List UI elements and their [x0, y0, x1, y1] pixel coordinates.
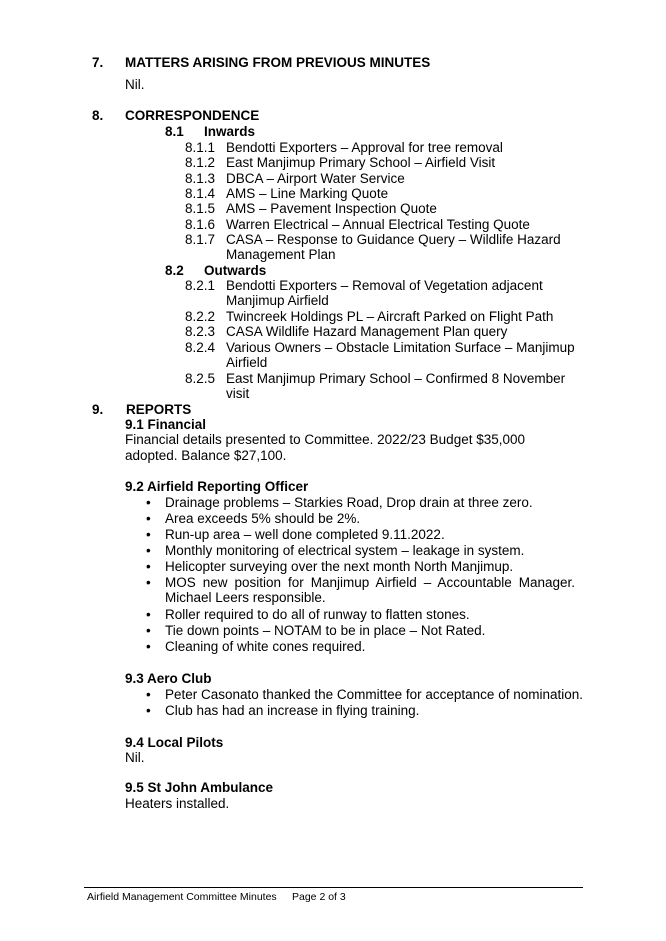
financial-heading: 9.1 Financial: [125, 417, 207, 432]
airfield-officer-heading: 9.2 Airfield Reporting Officer: [125, 479, 309, 494]
bullet-icon: •: [146, 607, 151, 622]
outwards-item-number: 8.2.1: [185, 278, 216, 293]
footer-page-number: Page 2 of 3: [292, 891, 346, 903]
bullet-icon: •: [146, 623, 151, 638]
bullet-icon: •: [146, 527, 151, 542]
inwards-item-number: 8.1.6: [185, 217, 216, 232]
outwards-number: 8.2: [165, 263, 184, 278]
inwards-item-text-continued: Management Plan: [226, 247, 336, 262]
bullet-icon: •: [146, 639, 151, 654]
inwards-item-text: Bendotti Exporters – Approval for tree removal: [226, 140, 503, 155]
bullet-icon: •: [146, 543, 151, 558]
outwards-item-text-continued: Manjimup Airfield: [226, 293, 329, 308]
bullet-icon: •: [146, 687, 151, 702]
inwards-item-text: AMS – Pavement Inspection Quote: [226, 201, 437, 216]
outwards-item-number: 8.2.4: [185, 340, 216, 355]
airfield-bullet-text: Roller required to do all of runway to flatten stones.: [165, 607, 470, 622]
bullet-icon: •: [146, 511, 151, 526]
airfield-bullet-text: Run-up area – well done completed 9.11.2022.: [165, 527, 445, 542]
inwards-item-number: 8.1.3: [185, 171, 216, 186]
outwards-item-text: Various Owners – Obstacle Limitation Surface – Manjimup: [226, 340, 575, 355]
airfield-bullet-text: Drainage problems – Starkies Road, Drop drain at three zero.: [165, 495, 533, 510]
bullet-icon: •: [146, 495, 151, 510]
st-john-ambulance-body: Heaters installed.: [125, 796, 230, 811]
financial-text: Financial details presented to Committee. 2022/23 Budget $35,000: [125, 432, 526, 447]
section-8-number: 8.: [92, 108, 104, 123]
outwards-item-text: East Manjimup Primary School – Confirmed 8 November: [226, 371, 566, 386]
section-9-number: 9.: [92, 402, 104, 417]
inwards-item-text: CASA – Response to Guidance Query – Wildlife Hazard: [226, 232, 561, 247]
section-7-heading: MATTERS ARISING FROM PREVIOUS MINUTES: [125, 55, 431, 70]
bullet-icon: •: [146, 559, 151, 574]
footer-title: Airfield Management Committee Minutes: [87, 891, 277, 903]
outwards-item-number: 8.2.2: [185, 309, 216, 324]
outwards-item-number: 8.2.3: [185, 324, 216, 339]
inwards-number: 8.1: [165, 124, 184, 139]
section-9-heading: REPORTS: [126, 402, 192, 417]
aero-club-heading: 9.3 Aero Club: [125, 671, 212, 686]
inwards-item-text: East Manjimup Primary School – Airfield Visit: [226, 155, 496, 170]
inwards-item-text: AMS – Line Marking Quote: [226, 186, 389, 201]
airfield-bullet-text: Cleaning of white cones required.: [165, 639, 366, 654]
bullet-icon: •: [146, 703, 151, 718]
outwards-item-text-continued: visit: [226, 386, 250, 401]
outwards-item-number: 8.2.5: [185, 371, 216, 386]
inwards-item-text: Warren Electrical – Annual Electrical Testing Quote: [226, 217, 530, 232]
inwards-item-number: 8.1.4: [185, 186, 216, 201]
aero-club-bullet-text: Peter Casonato thanked the Committee for acceptance of nomination.: [165, 687, 583, 702]
bullet-icon: •: [146, 575, 151, 590]
inwards-item-number: 8.1.2: [185, 155, 216, 170]
outwards-item-text: Twincreek Holdings PL – Aircraft Parked on Flight Path: [226, 309, 554, 324]
airfield-bullet-text: MOS new position for Manjimup Airfield – Accountable Manager.: [165, 575, 575, 590]
outwards-item-text: CASA Wildlife Hazard Management Plan query: [226, 324, 508, 339]
local-pilots-heading: 9.4 Local Pilots: [125, 735, 224, 750]
outwards-heading: Outwards: [204, 263, 267, 278]
financial-text-continued: adopted. Balance $27,100.: [125, 448, 287, 463]
airfield-bullet-text: Tie down points – NOTAM to be in place – Not Rated.: [165, 623, 486, 638]
inwards-heading: Inwards: [204, 124, 256, 139]
section-8-heading: CORRESPONDENCE: [125, 108, 260, 123]
inwards-item-text: DBCA – Airport Water Service: [226, 171, 405, 186]
aero-club-bullet-text: Club has had an increase in flying training.: [165, 703, 420, 718]
airfield-bullet-text: Monthly monitoring of electrical system – leakage in system.: [165, 543, 525, 558]
outwards-item-text: Bendotti Exporters – Removal of Vegetation adjacent: [226, 278, 543, 293]
section-7-body: Nil.: [125, 77, 145, 92]
airfield-bullet-text-continued: Michael Leers responsible.: [165, 590, 326, 605]
section-7-number: 7.: [92, 55, 104, 70]
inwards-item-number: 8.1.7: [185, 232, 216, 247]
outwards-item-text-continued: Airfield: [226, 355, 268, 370]
airfield-bullet-text: Area exceeds 5% should be 2%.: [165, 511, 361, 526]
inwards-item-number: 8.1.5: [185, 201, 216, 216]
footer-divider: [84, 887, 583, 888]
st-john-ambulance-heading: 9.5 St John Ambulance: [125, 780, 274, 795]
inwards-item-number: 8.1.1: [185, 140, 216, 155]
local-pilots-body: Nil.: [125, 750, 145, 765]
airfield-bullet-text: Helicopter surveying over the next month North Manjimup.: [165, 559, 514, 574]
